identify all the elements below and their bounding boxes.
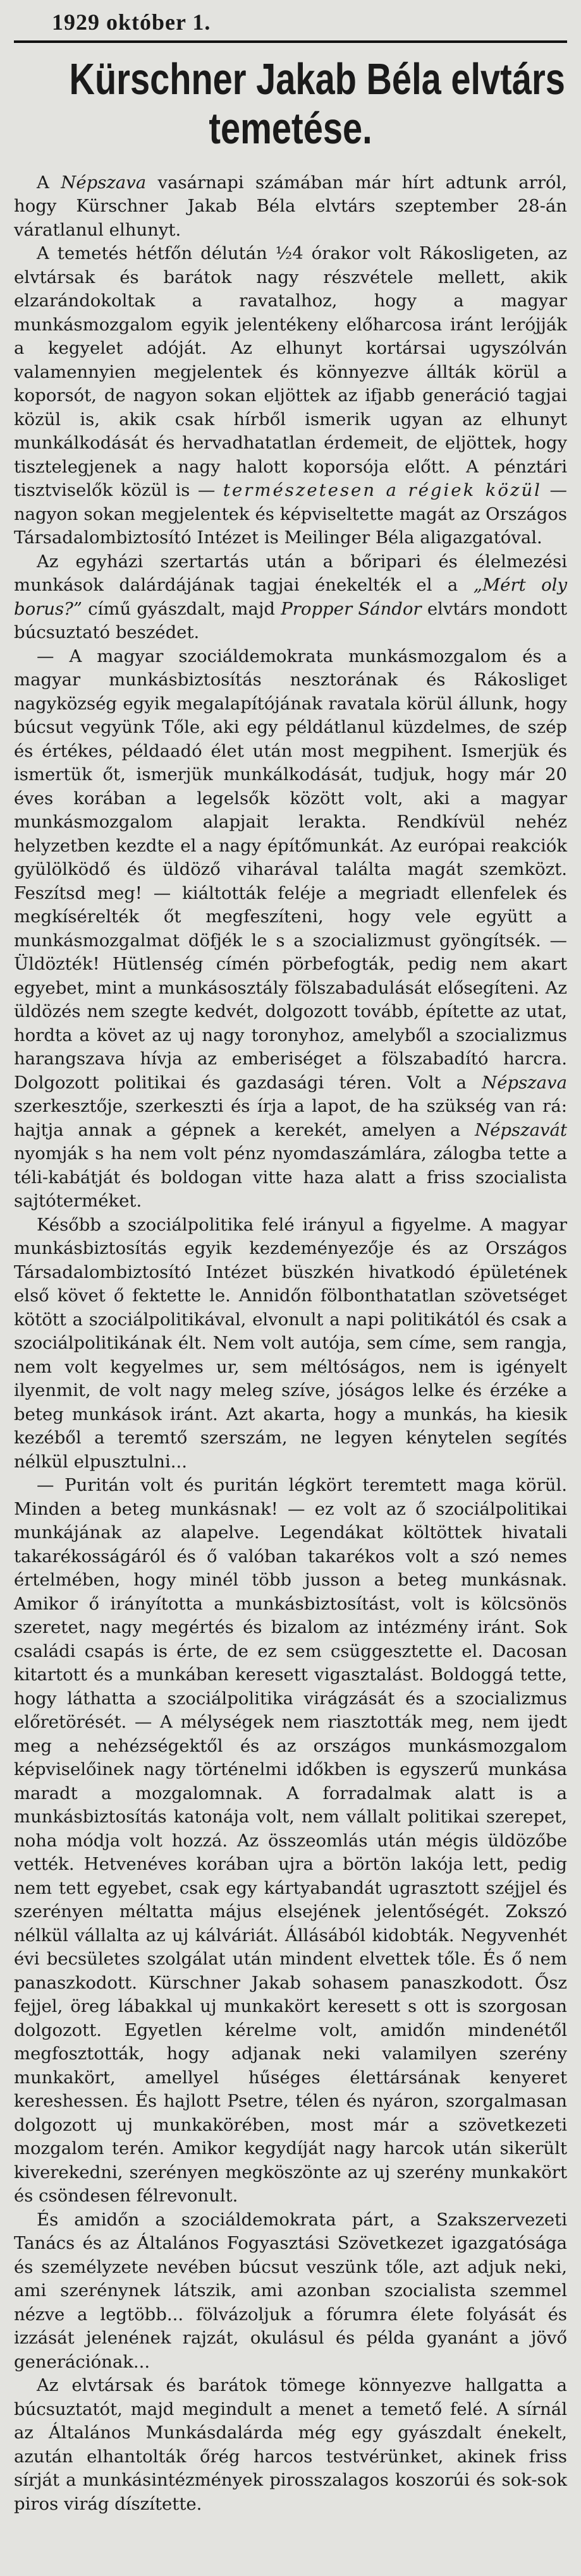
paragraph-1 (14, 171, 567, 243)
paragraph-7: És amidőn a szociáldemokrata párt, a Szakszervezeti Tanács és az Általános Fogyasztási Szövetkezet igazgatósága és személyzete nevében búcsut veszünk tőle, azt adjuk neki, ami szerénynek látszik, ami azonban szocialista szemmel nézve a legtöbb... fölvázoljuk a fórumra élete folyását és izzását jelenének rajzát, okulásul és példa gyanánt a jövő generációnak... (14, 2209, 567, 2372)
p1-text-c: vasárnapi számában már hírt adtunk arról, hogy Kürschner Jakab Béla elvtárs szeptember 28-án váratlanul elhunyt. (14, 172, 567, 240)
article-headline (69, 54, 565, 153)
p4-text-c: szerkesztője, szerkeszti és írja a lapot, de ha szükség van rá: hajtja annak a gépnek a kerekét, amelyen a (14, 1096, 567, 1140)
paragraph-8: Az elvtársak és barátok tömege könnyezve hallgatta a búcsuztatót, majd megindult a menet a temető felé. A sírnál az Általános Munkásdalárda még egy gyászdalt énekelt, azután elhantolták őrég harcos testvérünket, akinek friss sírját a munkásintézmények pirosszalagos koszorúi és sok-sok piros virág díszítette. (14, 2375, 567, 2514)
p4-text-e: nyomják s ha nem volt pénz nyomdaszámlára, zálogba tette a téli-kabátját és boldogan vitte haza alatt a friss szocialista sajtóterméket. (14, 1143, 567, 1212)
issue-date: 1929 október 1. (52, 9, 211, 35)
article-body (14, 171, 567, 2517)
paragraph-2 (14, 242, 567, 550)
p4-text-a: — A magyar szociáldemokrata munkásmozgalom és a magyar munkásbiztosítás nesztorának és Rákosliget nagyközség egyik megalapítójának ravatala körül állunk, hogy búcsut vegyünk Tőle, aki egy példátlanul küzdelmes, de szép és értékes, példaadó élet után most megpihent. Ismerjük és ismertük őt, ismerjük munkálkodását, tudjuk, hogy már 20 éves korában a legelsők között volt, aki a magyar munkásmozgalom alapjait lerakta. Rendkívül nehéz helyzetben kezdte el a nagy építőmunkát. Az európai reakciók gyülölködő és üldöző viharával találta magát szemközt. Feszítsd meg! — kiáltották feléje a megriadt ellenfelek és megkísérelték őt megfeszíteni, hogy vele együtt a munkásmozgalmat döfjék le s a szocializmust gyöngítsék. — Üldözték! Hütlenség címén pörbefogták, pedig nem akart egyebet, mint a munkásosztály fölszabadulását elősegíteni. Az üldözés nem szegte kedvét, dolgozott tovább, építette az utat, hordta a követ az uj nagy toronyhoz, amelyből a szocializmus harangszava hívja az emberiséget a fölszabadító harcra. Dolgozott politikai és gazdasági téren. Volt a (14, 646, 567, 1093)
paragraph-4 (14, 645, 567, 1213)
p3-song-title: „Mért oly borus?” (14, 575, 567, 619)
p4-newspaper-name: Népszava (482, 1072, 567, 1093)
p1-text-a: A (37, 172, 61, 193)
p3-speaker-name: Propper Sándor (281, 598, 422, 619)
headline-line-1: Kürschner Jakab Béla elvtárs (69, 54, 565, 104)
paragraph-6: — Puritán volt és puritán légkört teremtett maga körül. Minden a beteg munkásnak! — ez volt az ő szociálpolitikai munkájának az alapelve. Legendákat költöttek hivatali takarékosságáról és ő valóban takarékos volt a szó nemes értelmében, hogy minél több jusson a beteg munkásnak. Amikor ő irányította a munkásbiztosítást, volt is kölcsönös szeretet, nagy megértés és bizalom az intézmény iránt. Sok családi csapás is érte, de ez sem csüggesztette el. Dacosan kitartott és a munkában keresett vigasztalást. Boldoggá tette, hogy láthatta a szociálpolitika virágzását és a szocializmus előretörését. — A mélységek nem riasztották meg, nem ijedt meg a nehézségektől és az országos munkásmozgalom képviselőinek nagy történelmi időkben is egyszerű munkása maradt a mozgalomnak. A forradalmak alatt is a munkásbiztosítás katonája volt, nem vállalt politikai szerepet, noha módja volt hozzá. Az összeomlás után mégis üldözőbe vették. Hetvenéves korában ujra a börtön lakója lett, pedig nem tett egyebet, csak egy kártyabandát ugrasztott széjjel és szerényen méltatta május elsejének jelentőségét. Zokszó nélkül vállalta az uj kálváriát. Állásából kidobták. Negyvenhét évi becsületes szolgálat után mindent elvettek tőle. És ő nem panaszkodott. Kürschner Jakab sohasem panaszkodott. Ősz fejjel, öreg lábakkal uj munkakört keresett s ott is szorgosan dolgozott. Egyetlen kérelme volt, amidőn mindenétől megfosztották, hogy adjanak neki valamilyen szerény munkakört, amellyel hűséges élettársának kenyeret kereshessen. És hajlott Psetre, télen és nyáron, szorgalmasan dolgozott uj munkakörében, most már a szövetkezeti mozgalom terén. Amikor kegydíját nagy harcok után sikerült kiverekedni, szerényen megköszönte az uj szerény munkakört és csöndesen félrevonult. (14, 1475, 567, 2206)
headline-line-2: temetése. (209, 104, 372, 153)
p3-text-e: elvtárs mondott búcsuztató beszédet. (14, 598, 568, 643)
header-rule (14, 40, 567, 43)
p2-text-a: A temetés hétfőn délután ½4 órakor volt Rákosligeten, az elvtársak és barátok nagy részvétele mellett, akik elzarándokoltak a ravatalhoz, hogy a magyar munkásmozgalom egyik jelentékeny előharcosa iránt lerójják a kegyelet adóját. Az elhunyt kortársai ugyszólván valamennyien megjelentek és könnyezve állták körül a koporsót, de nagyon sokan eljöttek az ifjabb generáció tagjai közül is, akik csak hírből ismerik ugyan az elhunyt munkálkodását és hervadhatatlan érdemeit, de eljöttek, hogy tisztelegjenek a nagy halott koporsója előtt. A pénztári tisztviselők közül is — (14, 243, 567, 501)
p4-newspaper-name-2: Népszavát (475, 1119, 567, 1140)
paragraph-3 (14, 550, 567, 645)
p2-emphasis: természetesen a régiek közül (223, 480, 542, 501)
p2-text-c: — nagyon sokan megjelentek és képviseltette magát az Országos Társadalombiztosító Intézet is Meilinger Béla aligazgatóval. (14, 480, 567, 548)
paragraph-5: Később a szociálpolitika felé irányul a figyelme. A magyar munkásbiztosítás egyik kezdeményezője és az Országos Társadalombiztosító Intézet büszkén hivatkodó épületének első követ ő fektette le. Annidőn fölbonthatatlan szövetséget kötött a szociálpolitikával, elvonult a napi politikától és csak a szociálpolitikának élt. Nem volt autója, sem címe, sem rangja, nem volt kegyelmes ur, sem méltóságos, nem is igényelt ilyenmit, de volt nagy meleg szíve, jóságos lelke és érzéke a beteg munkások iránt. Azt akarta, hogy a munkás, ha kiesik kezéből a teremtő szerszám, ne legyen kénytelen segítés nélkül elpusztulni... (14, 1214, 567, 1472)
p3-text-a: Az egyházi szertartás után a bőripari és élelmezési munkások dalárdájának tagjai énekelték el a (14, 551, 567, 596)
p1-newspaper-name: Népszava (61, 172, 147, 193)
p3-text-c: című gyászdalt, majd (82, 598, 281, 619)
